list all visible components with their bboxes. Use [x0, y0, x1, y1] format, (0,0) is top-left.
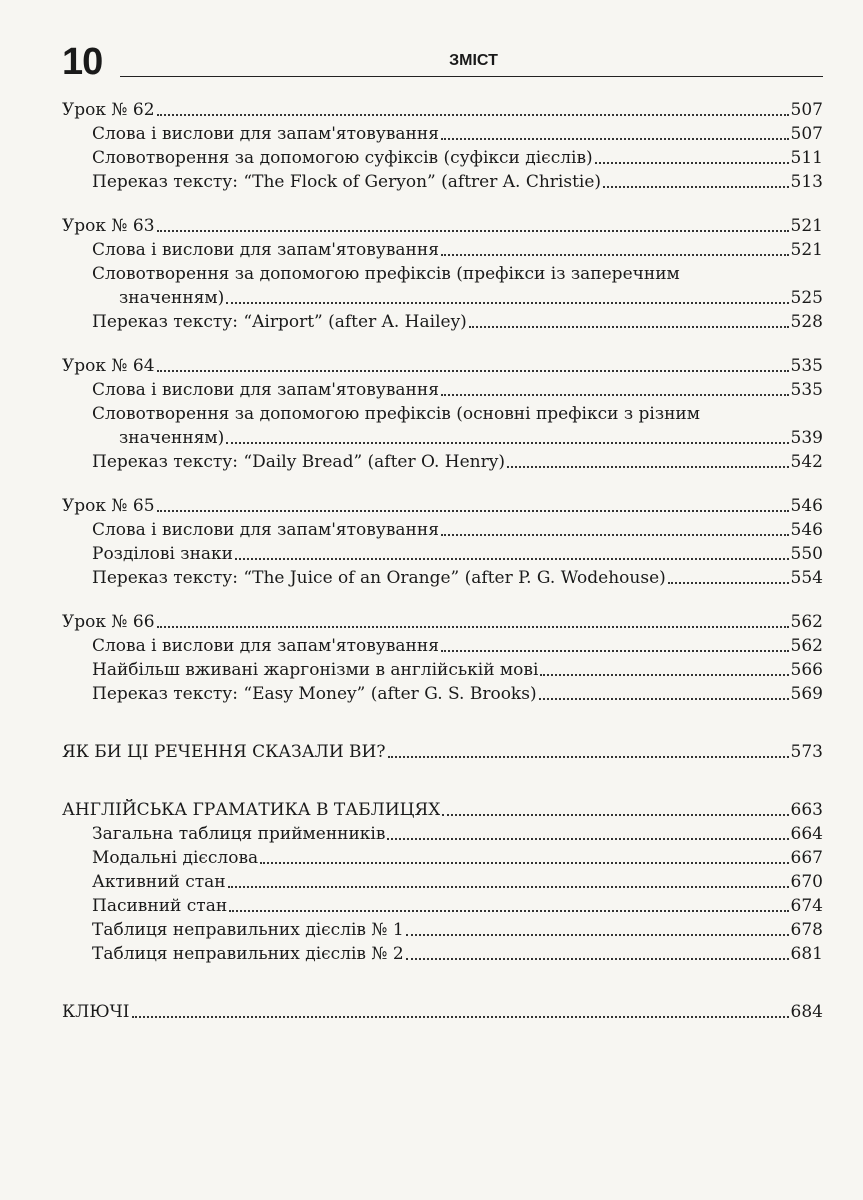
toc-page-number: 573	[790, 742, 823, 762]
leader-dots	[157, 626, 789, 628]
toc-page-number: 684	[790, 1002, 823, 1022]
toc-page-number: 562	[790, 636, 823, 656]
toc-entry-title: значенням)	[119, 428, 225, 448]
toc-entry-lesson-66[interactable]	[62, 609, 823, 633]
toc-entry-title: Модальні дієслова	[92, 848, 259, 868]
toc-page-number: 562	[790, 612, 823, 632]
spacer	[62, 589, 823, 609]
leader-dots	[226, 302, 788, 304]
toc-page-number: 554	[790, 568, 823, 588]
page-number: 10	[62, 41, 103, 83]
toc-entry-title: Загальна таблиця прийменників	[92, 824, 386, 844]
toc-page-number: 511	[790, 148, 823, 168]
running-title: ЗМІСТ	[449, 52, 498, 69]
toc-page-number: 535	[790, 356, 823, 376]
toc-subentry[interactable]	[62, 449, 823, 473]
toc-entry-title: Найбільш вживані жаргонізми в англійській мові	[92, 660, 539, 680]
toc-page-number: 542	[790, 452, 823, 472]
toc-page-number: 521	[790, 240, 823, 260]
leader-dots	[540, 674, 788, 676]
toc-subentry[interactable]	[62, 893, 823, 917]
toc-page-number: 678	[790, 920, 823, 940]
toc-subentry[interactable]	[62, 681, 823, 705]
table-of-contents	[62, 97, 823, 1023]
toc-page-number: 550	[790, 544, 823, 564]
toc-entry-title: Таблиця неправильних дієслів № 2	[92, 944, 404, 964]
toc-entry-title: КЛЮЧІ	[62, 1002, 130, 1022]
toc-page-number: 663	[790, 800, 823, 820]
leader-dots	[469, 326, 789, 328]
toc-entry-keys[interactable]	[62, 999, 823, 1023]
spacer	[62, 965, 823, 999]
toc-subentry[interactable]	[62, 633, 823, 657]
toc-entry-title: Переказ тексту: “The Juice of an Orange” (after P. G. Wodehouse)	[92, 568, 666, 588]
toc-page-number: 681	[790, 944, 823, 964]
toc-entry-title: ЯК БИ ЦІ РЕЧЕННЯ СКАЗАЛИ ВИ?	[62, 742, 386, 762]
leader-dots	[406, 958, 789, 960]
page-header	[62, 40, 823, 90]
toc-subentry[interactable]	[62, 145, 823, 169]
toc-entry-lesson-63[interactable]	[62, 213, 823, 237]
leader-dots	[668, 582, 789, 584]
toc-subentry[interactable]	[62, 917, 823, 941]
toc-entry-title: Таблиця неправильних дієслів № 1	[92, 920, 404, 940]
toc-subentry[interactable]	[62, 657, 823, 681]
toc-entry-title: Пасивний стан	[92, 896, 228, 916]
toc-entry-title: значенням)	[119, 288, 225, 308]
toc-entry-title: Словотворення за допомогою суфіксів (суфікси дієслів)	[92, 148, 593, 168]
leader-dots	[441, 394, 789, 396]
toc-subentry[interactable]	[62, 377, 823, 401]
toc-entry-lesson-62[interactable]	[62, 97, 823, 121]
toc-page-number: 535	[790, 380, 823, 400]
leader-dots	[603, 186, 789, 188]
toc-page-number: 528	[790, 312, 823, 332]
leader-dots	[226, 442, 788, 444]
leader-dots	[229, 910, 788, 912]
toc-page-number: 513	[790, 172, 823, 192]
toc-page-number: 674	[790, 896, 823, 916]
leader-dots	[260, 862, 788, 864]
toc-entry-title: Переказ тексту: “Airport” (after A. Hailey)	[92, 312, 467, 332]
leader-dots	[388, 756, 789, 758]
toc-subentry-first-line[interactable]: Словотворення за допомогою префіксів (основні префікси з різним	[92, 404, 700, 424]
toc-entry-title: Переказ тексту: “The Flock of Geryon” (aftrer A. Christie)	[92, 172, 602, 192]
toc-entry-title: Переказ тексту: “Easy Money” (after G. S. Brooks)	[92, 684, 537, 704]
leader-dots	[441, 254, 789, 256]
toc-subentry[interactable]	[62, 941, 823, 965]
toc-subentry-continuation[interactable]	[62, 285, 823, 309]
leader-dots	[228, 886, 789, 888]
toc-page-number: 546	[790, 520, 823, 540]
leader-dots	[442, 814, 788, 816]
toc-entry-title: Активний стан	[92, 872, 226, 892]
toc-subentry[interactable]	[62, 169, 823, 193]
header-rule	[120, 76, 823, 77]
leader-dots	[132, 1016, 789, 1018]
toc-page-number: 507	[790, 100, 823, 120]
leader-dots	[157, 114, 789, 116]
toc-entry-title: Слова і вислови для запам'ятовування	[92, 124, 439, 144]
leader-dots	[157, 510, 789, 512]
toc-entry-title: Слова і вислови для запам'ятовування	[92, 520, 439, 540]
toc-subentry[interactable]	[62, 821, 823, 845]
toc-page-number: 525	[790, 288, 823, 308]
toc-entry-title: АНГЛІЙСЬКА ГРАМАТИКА В ТАБЛИЦЯХ	[62, 800, 441, 820]
leader-dots	[157, 370, 789, 372]
toc-entry-title: Урок № 64	[62, 356, 155, 376]
toc-subentry-continuation[interactable]	[62, 425, 823, 449]
toc-subentry[interactable]	[62, 565, 823, 589]
toc-entry-title: Урок № 62	[62, 100, 155, 120]
toc-page-number: 539	[790, 428, 823, 448]
toc-page-number: 546	[790, 496, 823, 516]
leader-dots	[441, 138, 789, 140]
spacer	[62, 333, 823, 353]
spacer	[62, 193, 823, 213]
leader-dots	[406, 934, 789, 936]
spacer	[62, 763, 823, 797]
leader-dots	[441, 534, 789, 536]
leader-dots	[387, 838, 788, 840]
toc-subentry[interactable]	[62, 517, 823, 541]
toc-page-number: 667	[790, 848, 823, 868]
toc-subentry[interactable]	[62, 845, 823, 869]
toc-entry-title: Слова і вислови для запам'ятовування	[92, 240, 439, 260]
leader-dots	[441, 650, 789, 652]
toc-subentry[interactable]	[62, 237, 823, 261]
toc-subentry[interactable]	[62, 309, 823, 333]
toc-subentry[interactable]	[62, 121, 823, 145]
toc-entry-title: Урок № 63	[62, 216, 155, 236]
toc-entry-lesson-65[interactable]	[62, 493, 823, 517]
toc-subentry-first-line[interactable]: Словотворення за допомогою префіксів (префікси із заперечним	[92, 264, 680, 284]
toc-entry-how-would-you[interactable]	[62, 739, 823, 763]
toc-page-number: 521	[790, 216, 823, 236]
toc-entry-title: Переказ тексту: “Daily Bread” (after O. Henry)	[92, 452, 505, 472]
toc-entry-title: Урок № 66	[62, 612, 155, 632]
spacer	[62, 705, 823, 739]
leader-dots	[507, 466, 789, 468]
toc-entry-title: Урок № 65	[62, 496, 155, 516]
spacer	[62, 473, 823, 493]
leader-dots	[157, 230, 789, 232]
leader-dots	[539, 698, 789, 700]
toc-entry-lesson-64[interactable]	[62, 353, 823, 377]
toc-page-number: 507	[790, 124, 823, 144]
toc-entry-title: Слова і вислови для запам'ятовування	[92, 380, 439, 400]
toc-entry-title: Слова і вислови для запам'ятовування	[92, 636, 439, 656]
toc-page-number: 566	[790, 660, 823, 680]
toc-subentry[interactable]	[62, 541, 823, 565]
leader-dots	[595, 162, 789, 164]
toc-entry-grammar[interactable]	[62, 797, 823, 821]
toc-page-number: 670	[790, 872, 823, 892]
toc-page-number: 664	[790, 824, 823, 844]
toc-subentry[interactable]	[62, 869, 823, 893]
toc-entry-title: Розділові знаки	[92, 544, 233, 564]
leader-dots	[235, 558, 789, 560]
toc-page-number: 569	[790, 684, 823, 704]
